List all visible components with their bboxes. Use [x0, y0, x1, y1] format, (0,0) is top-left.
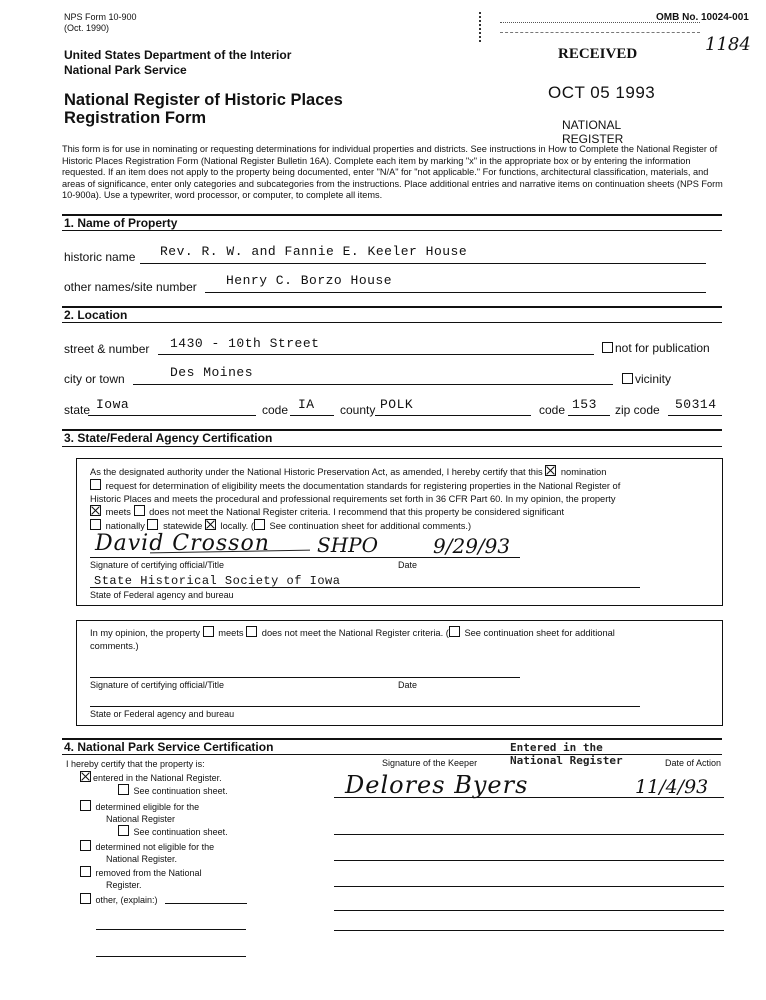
section-1-heading: 1. Name of Property — [64, 216, 178, 230]
not-for-publication[interactable]: not for publication — [602, 341, 710, 355]
request-checkbox[interactable] — [90, 479, 101, 490]
statewide-checkbox[interactable] — [147, 519, 158, 530]
opinion-meets-checkbox[interactable] — [203, 626, 214, 637]
field-line — [205, 292, 706, 293]
does-not-meet-checkbox[interactable] — [134, 505, 145, 516]
state-code-label: code — [262, 403, 289, 417]
locally-checkbox[interactable] — [205, 519, 216, 530]
keeper-signature: Delores Byers — [345, 771, 529, 799]
agency-header: United States Department of the Interior National Park Service — [64, 48, 292, 77]
divider — [62, 322, 722, 323]
divider — [62, 230, 722, 231]
section-4-heading: 4. National Park Service Certification — [64, 740, 274, 754]
street-value[interactable]: 1430 - 10th Street — [170, 336, 320, 351]
other-names-value[interactable]: Henry C. Borzo House — [226, 273, 393, 288]
continuation-checkbox[interactable] — [254, 519, 265, 530]
state-code-value[interactable]: IA — [298, 397, 315, 412]
entered-checkbox[interactable] — [80, 771, 91, 782]
instructions: This form is for use in nominating or requesting determinations for individual properties and districts. See instructions in How to Complete the National Register of Historic Places Registration Form (National Register Bulletin 16A). Complete each item by marking "x" in the appropriate box or by entering the information requested. If an item does not apply to the property being documented, enter "N/A" for "not applicable." For functions, architectural classification, materials, and areas of significance, enter only categories and subcategories from the instructions. Place additional entries and narrative items on continuation sheets (NPS Form 10-900a). Use a typewriter, word processor, or computer, to complete all items. — [62, 144, 723, 200]
field-line — [88, 415, 256, 416]
signature-label: Signature of certifying official/Title — [90, 560, 225, 570]
national-register-stamp: NATIONAL REGISTER — [562, 118, 624, 146]
other-line — [96, 956, 246, 957]
divider — [62, 306, 722, 308]
scan-mark — [479, 12, 485, 42]
entered-stamp: Entered in the National Register — [510, 741, 623, 767]
vicinity[interactable]: vicinity — [622, 372, 671, 386]
historic-name-value[interactable]: Rev. R. W. and Fannie E. Keeler House — [160, 244, 468, 259]
omb-number: OMB No. 10024-001 — [656, 12, 749, 23]
opinion-not-meet-checkbox[interactable] — [246, 626, 257, 637]
date2-label: Date — [398, 680, 418, 690]
eligible-continuation-checkbox[interactable] — [118, 825, 129, 836]
section-3-heading: 3. State/Federal Agency Certification — [64, 431, 273, 445]
signature-date: 9/29/93 — [433, 534, 511, 558]
field-line — [334, 886, 724, 887]
not-eligible-checkbox[interactable] — [80, 840, 91, 851]
divider — [62, 446, 722, 447]
action-date-label: Date of Action — [665, 758, 722, 768]
field-line — [334, 834, 724, 835]
option-not-eligible[interactable]: determined not eligible for the National Register. — [80, 840, 214, 865]
field-line — [90, 677, 520, 678]
field-line — [334, 910, 724, 911]
other-names-label: other names/site number — [64, 280, 197, 294]
field-line — [140, 263, 706, 264]
action-date: 11/4/93 — [635, 776, 709, 798]
opinion-continuation-checkbox[interactable] — [449, 626, 460, 637]
scan-noise-2 — [500, 32, 700, 33]
date-label: Date — [398, 560, 418, 570]
field-line — [375, 415, 531, 416]
other-checkbox[interactable] — [80, 893, 91, 904]
nationally-checkbox[interactable] — [90, 519, 101, 530]
state-value[interactable]: Iowa — [96, 397, 130, 412]
field-line — [90, 706, 640, 707]
certifying-signature: David Crosson — [95, 531, 270, 556]
option-entered[interactable]: entered in the National Register. See continuation sheet. — [80, 771, 228, 797]
historic-name-label: historic name — [64, 250, 136, 264]
field-line — [290, 415, 334, 416]
field-line — [568, 415, 610, 416]
county-label: county — [340, 403, 376, 417]
street-label: street & number — [64, 342, 150, 356]
field-line — [668, 415, 722, 416]
removed-checkbox[interactable] — [80, 866, 91, 877]
agency-label: State of Federal agency and bureau — [90, 590, 234, 600]
nomination-checkbox[interactable] — [545, 465, 556, 476]
keeper-label: Signature of the Keeper — [382, 758, 478, 768]
entered-continuation-checkbox[interactable] — [118, 784, 129, 795]
certify-label: I hereby certify that the property is: — [66, 759, 205, 769]
opinion-text: In my opinion, the property meets does not meet the National Register criteria. ( See continuation sheet for additional comments.) — [90, 628, 615, 651]
zip-value[interactable]: 50314 — [675, 397, 717, 412]
meets-checkbox[interactable] — [90, 505, 101, 516]
agency2-label: State or Federal agency and bureau — [90, 709, 235, 719]
field-line — [334, 797, 724, 798]
field-line — [334, 860, 724, 861]
agency-value[interactable]: State Historical Society of Iowa — [94, 574, 341, 588]
received-date: OCT 05 1993 — [548, 83, 656, 102]
county-code-label: code — [539, 403, 566, 417]
zip-label: zip code — [615, 403, 660, 417]
field-line — [90, 557, 520, 558]
eligible-checkbox[interactable] — [80, 800, 91, 811]
form-number: NPS Form 10-900 (Oct. 1990) — [64, 12, 137, 33]
county-code-value[interactable]: 153 — [572, 397, 597, 412]
field-line — [158, 354, 594, 355]
state-label: state — [64, 403, 91, 417]
field-line — [90, 587, 640, 588]
divider — [62, 754, 722, 755]
county-value[interactable]: POLK — [380, 397, 414, 412]
field-line — [165, 903, 247, 904]
city-label: city or town — [64, 372, 125, 386]
received-stamp: RECEIVED — [558, 46, 638, 62]
vicinity-checkbox[interactable] — [622, 373, 633, 384]
option-eligible[interactable]: determined eligible for the National Register See continuation sheet. — [80, 800, 228, 838]
page-title: National Register of Historic Places Registration Form — [64, 91, 343, 127]
section-2-heading: 2. Location — [64, 308, 128, 322]
option-removed[interactable]: removed from the National Register. — [80, 866, 202, 891]
option-other[interactable]: other, (explain:) — [80, 893, 158, 905]
field-line — [334, 930, 724, 931]
not-for-publication-checkbox[interactable] — [602, 342, 613, 353]
field-line — [133, 384, 613, 385]
other-line — [96, 929, 246, 930]
signature2-label: Signature of certifying official/Title — [90, 680, 225, 690]
city-value[interactable]: Des Moines — [170, 365, 254, 380]
signature-title: SHPO — [317, 533, 378, 557]
handwritten-ref: 1184 — [705, 34, 751, 55]
certification-text: As the designated authority under the National Historic Preservation Act, as amended, I hereby certify that this nomination request for determination of eligibility meets the documentation standards for registering properties in the National Register of Historic Places and meets the procedural and professional requirements set forth in 36 CFR Part 60. In my opinion, the property meets does not meet the National Register criteria. I recommend that this property be considered significant nationally statewide locally. ( See continuation sheet for additional comments.) — [90, 467, 621, 532]
